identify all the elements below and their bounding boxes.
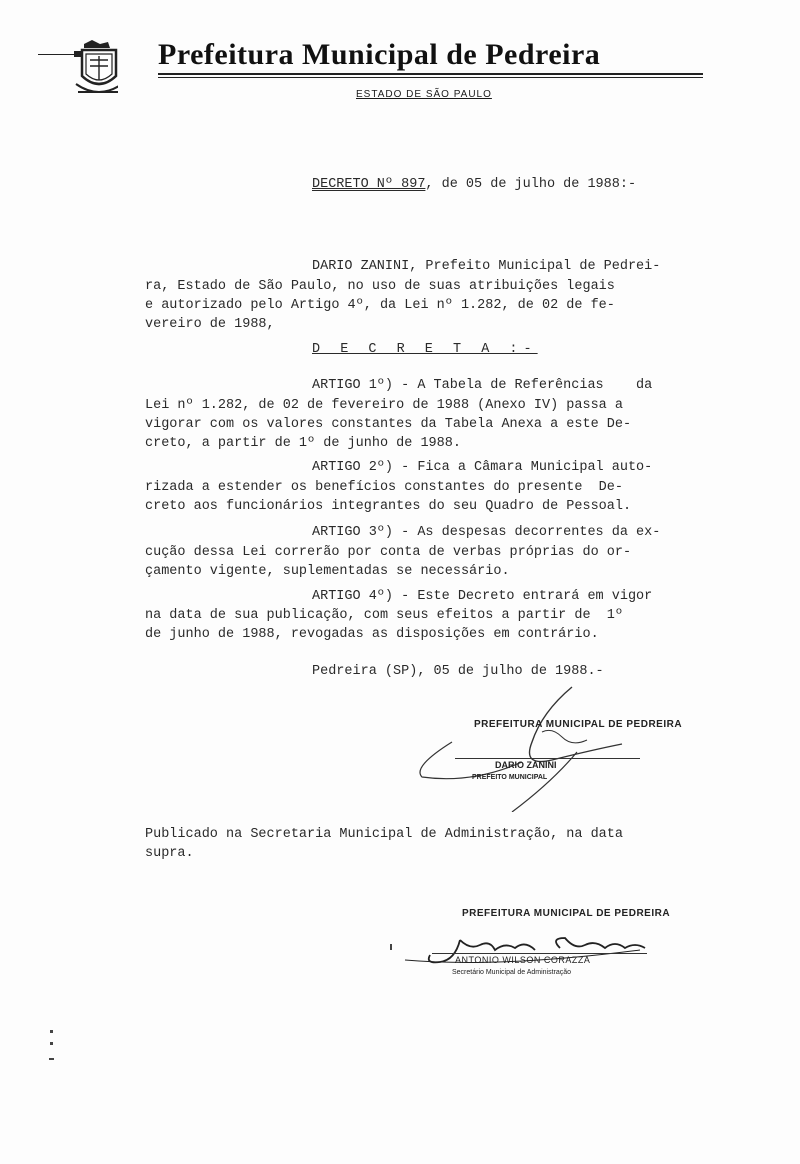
article-1-line: ARTIGO 1º) - A Tabela de Referências da	[312, 378, 653, 393]
publication-line: Publicado na Secretaria Municipal de Administração, na data	[145, 827, 623, 842]
article-2-line: ARTIGO 2º) - Fica a Câmara Municipal auto-	[312, 460, 653, 475]
closing-date: Pedreira (SP), 05 de julho de 1988.-	[312, 664, 604, 679]
scan-speck	[50, 1030, 53, 1033]
article-2-line: rizada a estender os benefícios constantes do presente De-	[145, 480, 623, 495]
article-3-line: cução dessa Lei correrão por conta de verbas próprias do or-	[145, 545, 632, 560]
letterhead-title: Prefeitura Municipal de Pedreira	[158, 38, 601, 71]
article-1-line: creto, a partir de 1º de junho de 1988.	[145, 436, 461, 451]
intro-line: e autorizado pelo Artigo 4º, da Lei nº 1.282, de 02 de fe-	[145, 298, 615, 313]
article-1-line: vigorar com os valores constantes da Tabela Anexa a este De-	[145, 417, 632, 432]
article-4-line: ARTIGO 4º) - Este Decreto entrará em vigor	[312, 589, 653, 604]
signature-line	[455, 758, 640, 759]
article-4-line: de junho de 1988, revogadas as disposições em contrário.	[145, 627, 599, 642]
secretary-role: Secretário Municipal de Administração	[452, 969, 572, 976]
mayor-name: DARIO ZANINI	[495, 760, 557, 770]
scan-speck	[390, 944, 392, 950]
signature-line	[432, 953, 647, 954]
article-2-line: creto aos funcionários integrantes do seu Quadro de Pessoal.	[145, 499, 632, 514]
municipal-crest-icon	[38, 40, 118, 98]
intro-line: vereiro de 1988,	[145, 317, 275, 332]
article-3-line: ARTIGO 3º) - As despesas decorrentes da ex-	[312, 525, 661, 540]
article-4-line: na data de sua publicação, com seus efeitos a partir de 1º	[145, 608, 623, 623]
article-3-line: çamento vigente, suplementadas se necessário.	[145, 564, 510, 579]
letterhead-state: ESTADO DE SÃO PAULO	[356, 89, 492, 100]
article-1-line: Lei nº 1.282, de 02 de fevereiro de 1988 (Anexo IV) passa a	[145, 398, 623, 413]
scan-speck	[49, 1058, 54, 1060]
mayor-signature-stamp-icon	[412, 672, 642, 812]
decree-title	[312, 175, 636, 195]
letterhead-rule	[158, 77, 703, 78]
mayor-stamp-header: PREFEITURA MUNICIPAL DE PEDREIRA	[474, 719, 683, 730]
secretary-stamp-header: PREFEITURA MUNICIPAL DE PEDREIRA	[462, 908, 671, 919]
decreta-heading: D E C R E T A :-	[312, 342, 538, 357]
letterhead-rule	[158, 73, 703, 75]
mayor-role: PREFEITO MUNICIPAL	[472, 774, 548, 781]
decree-title-number: DECRETO Nº 897	[312, 177, 426, 192]
intro-line: DARIO ZANINI, Prefeito Municipal de Pedrei-	[312, 259, 661, 274]
decree-title-date: , de 05 de julho de 1988:-	[425, 177, 637, 192]
intro-line: ra, Estado de São Paulo, no uso de suas atribuições legais	[145, 279, 615, 294]
scan-speck	[50, 1042, 53, 1045]
publication-line: supra.	[145, 846, 194, 861]
secretary-name: ANTONIO WILSON CORAZZA	[455, 955, 591, 965]
